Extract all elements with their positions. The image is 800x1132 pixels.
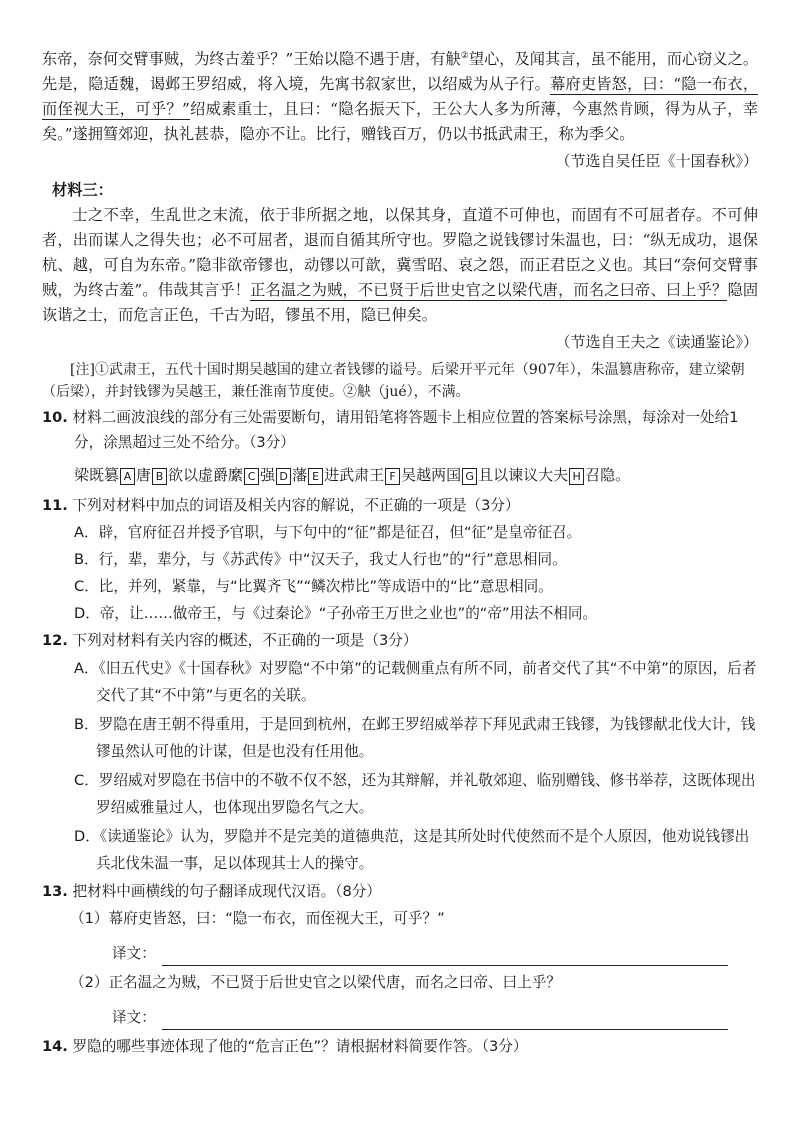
answer-row-1 [112,941,758,966]
question-number: 11. [42,497,68,515]
option-d[interactable]: D．《读通鉴论》认为，罗隐并不是完美的道德典范，这是其所处时代使然而不是个人原因，他劝说钱镠出兵北伐朱温一事，足以体现其士人的操守。 [74,828,750,873]
question-14 [42,1034,758,1059]
answer-label: 译文： [112,945,156,963]
option-b[interactable]: B．罗隐在唐王朝不得重用，于是回到杭州，在邺王罗绍威举荐下拜见武肃王钱镠，为钱镠献北伐大计，钱镠虽然认可他的计谋，但是也没有任用他。 [74,716,756,761]
question-number: 12. [42,632,68,650]
material3-text [42,203,758,328]
source-citation-1: （节选自吴任臣《十国春秋》） [555,152,758,171]
option-a[interactable]: A．《旧五代史》《十国春秋》对罗隐“不中第”的记载侧重点有所不同，前者交代了其“不中第”的原因，后者交代了其“不中第”与更名的关联。 [74,660,757,705]
subquestion-1: （1）幕府吏皆怒，曰：“隐一布衣，而侄视大王，可乎？” [70,910,445,928]
question-stem: 把材料中画横线的句子翻译成现代汉语。（8分） [72,883,381,901]
source-citation-2: （节选自王夫之《读通鉴论》） [555,333,758,352]
question-number: 14. [42,1038,68,1056]
material2-tail [42,44,758,147]
option-d[interactable]: D．帝，让……做帝王，与《过秦论》“子孙帝王万世之业也”的“帝”用法不相同。 [74,605,598,623]
segment: 且以谏议大夫 [478,466,569,485]
material3-label: 材料三： [52,181,113,200]
underlined-sentence-2: 正名温之为贼，不已贤于后世史官之以梁代唐，而名之曰帝、曰上乎？ [250,281,728,300]
answer-label: 译文： [112,1009,156,1027]
segment: 召隐。 [585,466,631,485]
segment: 吴越两国 [401,466,462,485]
question-12 [42,628,758,877]
question-stem: 下列对材料中加点的词语及相关内容的解说，不正确的一项是（3分） [72,497,520,515]
footnote-mark: ② [460,51,469,61]
answer-box-g[interactable]: G [462,468,477,485]
answer-line-1[interactable] [162,947,728,966]
question-10 [42,405,758,489]
answer-box-c[interactable]: C [244,468,259,485]
answer-line-2[interactable] [162,1011,728,1030]
text-segment: 隐固诙谐之士，而危言正色，千古为昭，镠虽不用，隐已伸矣。 [42,281,759,325]
question-number: 13. [42,883,68,901]
answer-box-e[interactable]: E [308,468,323,485]
option-c[interactable]: C．罗绍威对罗隐在书信中的不敬不仅不怒，还为其辩解，并礼敬郊迎、临别赠钱、修书举荐，这既体现出罗绍威雅量过人，也体现出罗隐名气之大。 [74,772,756,817]
segment: 藩 [292,466,308,485]
option-a[interactable]: A．辟，官府征召并授予官职，与下句中的“征”都是征召，但“征”是皇帝征召。 [74,524,582,542]
option-c[interactable]: C．比，并列，紧靠，与“比翼齐飞”“鳞次栉比”等成语中的“比”意思相同。 [74,578,553,596]
question-number: 10. [42,409,68,427]
segment: 梁既篡 [74,466,120,485]
footnote: [注]①武肃王，五代十国时期吴越国的建立者钱镠的谥号。后梁开平元年（907年），朱温篡唐称帝，建立梁朝（后梁），并封钱镠为吴越王，兼任淮南节度使。②觖（jué），不满。 [42,362,745,401]
text-segment: 士之不幸，生乱世之末流，依于非所据之地，以保其身，直道不可伸也，而固有不可屈者存。不可伸者，出而谋人之得失也；必不可屈者，退而自循其所守也。罗隐之说钱镠讨朱温也，曰：“纵无成功，退保杭、越，可自为东帝。”隐非欲帝镠也，动镠以可歆，冀雪昭、哀之怨，而正君臣之义也。其曰“奈何交臂事贼，为终古羞”。伟哉其言乎！ [42,206,758,300]
segment: 唐 [136,466,152,485]
segment: 欲以虚爵縻 [168,466,244,485]
answer-row-2 [112,1005,758,1030]
question-11 [42,493,758,626]
answer-box-d[interactable]: D [276,468,291,485]
answer-box-h[interactable]: H [569,468,584,485]
question-13 [42,879,758,1030]
question-stem: 材料二画波浪线的部分有三处需要断句，请用铅笔将答题卡上相应位置的答案标号涂黑，每涂对一处给1分，涂黑超过三处不给分。（3分） [72,409,739,452]
segment: 强 [260,466,276,485]
subquestion-2: （2）正名温之为贼，不已贤于后世史官之以梁代唐，而名之曰帝、曰上乎？ [70,974,561,992]
answer-box-b[interactable]: B [152,468,167,485]
text-segment: 绍威素重士，且曰：“隐名振天下，王公大人多为所薄，今惠然肯顾，得为从子，幸矣。”遂拥篲郊迎，执礼甚恭，隐亦不让。比行，赠钱百万，仍以书抵武肃王，称为季父。 [42,100,759,144]
question-stem: 下列对材料有关内容的概述，不正确的一项是（3分） [72,632,418,650]
text-segment: 望心，及闻其言，虽不能用，而心窃义之。先是，隐适魏，谒邺王罗绍威，将入境，先寓书叙家世，以绍威为从子行。 [42,50,759,94]
answer-box-f[interactable]: F [385,468,400,485]
answer-box-a[interactable]: A [120,468,135,485]
segment: 进武肃王 [324,466,385,485]
text-segment: 东帝，奈何交臂事贼，为终古羞乎？”王始以隐不遇于唐，有觖 [42,50,461,69]
option-b[interactable]: B．行，辈，辈分，与《苏武传》中“汉天子，我丈人行也”的“行”意思相同。 [74,551,567,569]
underlined-sentence-1: 幕府吏皆怒，曰：“隐一布衣，而侄视大王，可乎？” [42,75,759,119]
punctuation-line [74,461,758,489]
question-stem: 罗隐的哪些事迹体现了他的“危言正色”？请根据材料简要作答。（3分） [72,1038,528,1056]
